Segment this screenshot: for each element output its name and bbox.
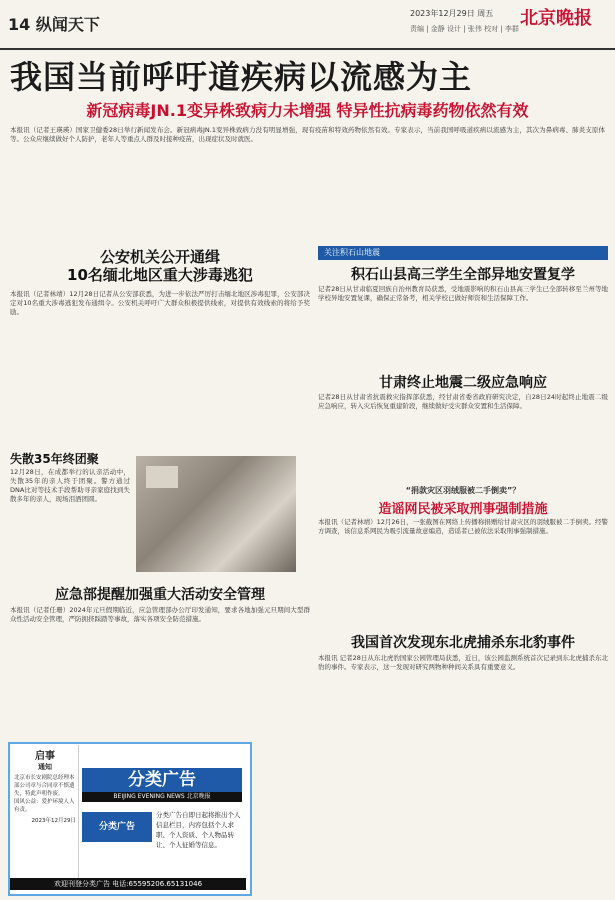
editor-line: 责编 | 金静 设计 | 张伟 校对 | 李群 xyxy=(410,25,519,33)
ad-logo: 分类广告 xyxy=(82,768,242,792)
article5-body: 12月28日，在成都举行的认亲活动中，失散35年的亲人终于团聚。警方通过DNA比对等技术手段帮助寻亲家庭找到失散多年的亲人，现场泪洒团圆。 xyxy=(10,468,130,503)
article6-title: 造谣网民被采取刑事强制措施 xyxy=(378,502,548,517)
article-main-body: 本报讯（记者王瑛瑛）国家卫健委28日举行新闻发布会。新冠病毒JN.1变异株致病力没有明显增强，现有疫苗和特效药物依然有效。专家表示，当前我国呼吸道疾病以流感为主，其次为鼻病毒、肺炎支原体等。公众应继续做好个人防护，老年人等重点人群及时接种疫苗，出现症状及时就医。 xyxy=(10,126,605,143)
article4-title: 甘肃终止地震二级应急响应 xyxy=(379,375,547,391)
article3-title: 积石山县高三学生全部异地安置复学 xyxy=(351,267,575,283)
ad-notice-sub: 通知 xyxy=(38,763,52,771)
topic-banner: 关注积石山地震 xyxy=(318,246,608,260)
photo-inset xyxy=(146,466,178,488)
page-number-section: 14 纵闻天下 xyxy=(8,15,100,34)
date-line: 2023年12月29日 周五 xyxy=(410,9,494,18)
article8-body: 本报讯 记者28日从东北虎豹国家公园管理局获悉，近日，该公园监测系统首次记录到东北虎捕杀东北豹的事件。专家表示，这一发现对研究两物种种间关系具有重要意义。 xyxy=(318,654,608,671)
article8-title: 我国首次发现东北虎捕杀东北豹事件 xyxy=(351,635,575,651)
ad-notice-column xyxy=(12,745,79,885)
article6-body: 本报讯（记者林靖）12月26日，一张截图在网络上传播称捐赠给甘肃灾区的羽绒服被二手倒卖。经警方调查，该信息系网民为吸引流量故意编造，造谣者已被依法采取刑事强制措施。 xyxy=(318,518,608,535)
article2-body: 本报讯（记者林靖）12月28日记者从公安部获悉，为进一步依法严厉打击缅北地区涉毒犯罪，公安部决定对10名重大涉毒逃犯发布通缉令。公安机关呼吁广大群众积极提供线索，对提供有效线索的将给予奖励。 xyxy=(10,290,310,316)
ad-footer: 欢迎刊登分类广告 电话:65595206.65131046 xyxy=(10,878,246,890)
ad-small-logo: 分类广告 xyxy=(82,812,152,842)
ad-notice-title: 启事 xyxy=(35,751,55,762)
article6-kicker: “捐款灾区羽绒服被二手倒卖”？ xyxy=(405,486,521,495)
ad-description: 分类广告自即日起将推出个人信息栏目，内容包括个人求职、个人资质、个人物品转让、个人征婚等信息。 xyxy=(156,811,241,849)
ad-logo-sub: BEIJING EVENING NEWS 北京晚报 xyxy=(82,792,242,802)
main-headline: 我国当前呼吁道疾病以流感为主 xyxy=(10,58,473,96)
brand-logo: 北京晚报 xyxy=(520,8,592,29)
article5-title: 失散35年终团聚 xyxy=(10,452,99,466)
article3-body: 记者28日从甘肃临夏回族自治州教育局获悉，受地震影响的积石山县高三学生已全部转移至兰州等地学校异地安置复课，确保正常备考，相关学校已做好师资和生活保障工作。 xyxy=(318,285,608,302)
ad-notice-date: 2023年12月29日 xyxy=(31,818,76,824)
article7-body: 本报讯（记者任珊）2024年元旦假期临近，应急管理部办公厅印发通知，要求各地加强元旦期间大型群众性活动安全管理，严防拥挤踩踏等事故，落实各项安全防范措施。 xyxy=(10,606,310,623)
article4-body: 记者28日从甘肃省抗震救灾指挥部获悉，经甘肃省委省政府研究决定，自28日24时起终止地震二级应急响应，转入灾后恢复重建阶段，继续做好受灾群众安置和生活保障。 xyxy=(318,393,608,410)
ad-notice-body: 北京市长安剧院总经理本部公司章与合同章不慎遗失，特此声明作废。 国风公益：爱护环境人人有责。 xyxy=(14,775,75,813)
article7-title: 应急部提醒加强重大活动安全管理 xyxy=(55,587,265,603)
main-subheadline: 新冠病毒JN.1变异株致病力未增强 特异性抗病毒药物依然有效 xyxy=(86,101,529,120)
article2-title: 公安机关公开通缉 10名缅北地区重大涉毒逃犯 xyxy=(67,248,253,284)
